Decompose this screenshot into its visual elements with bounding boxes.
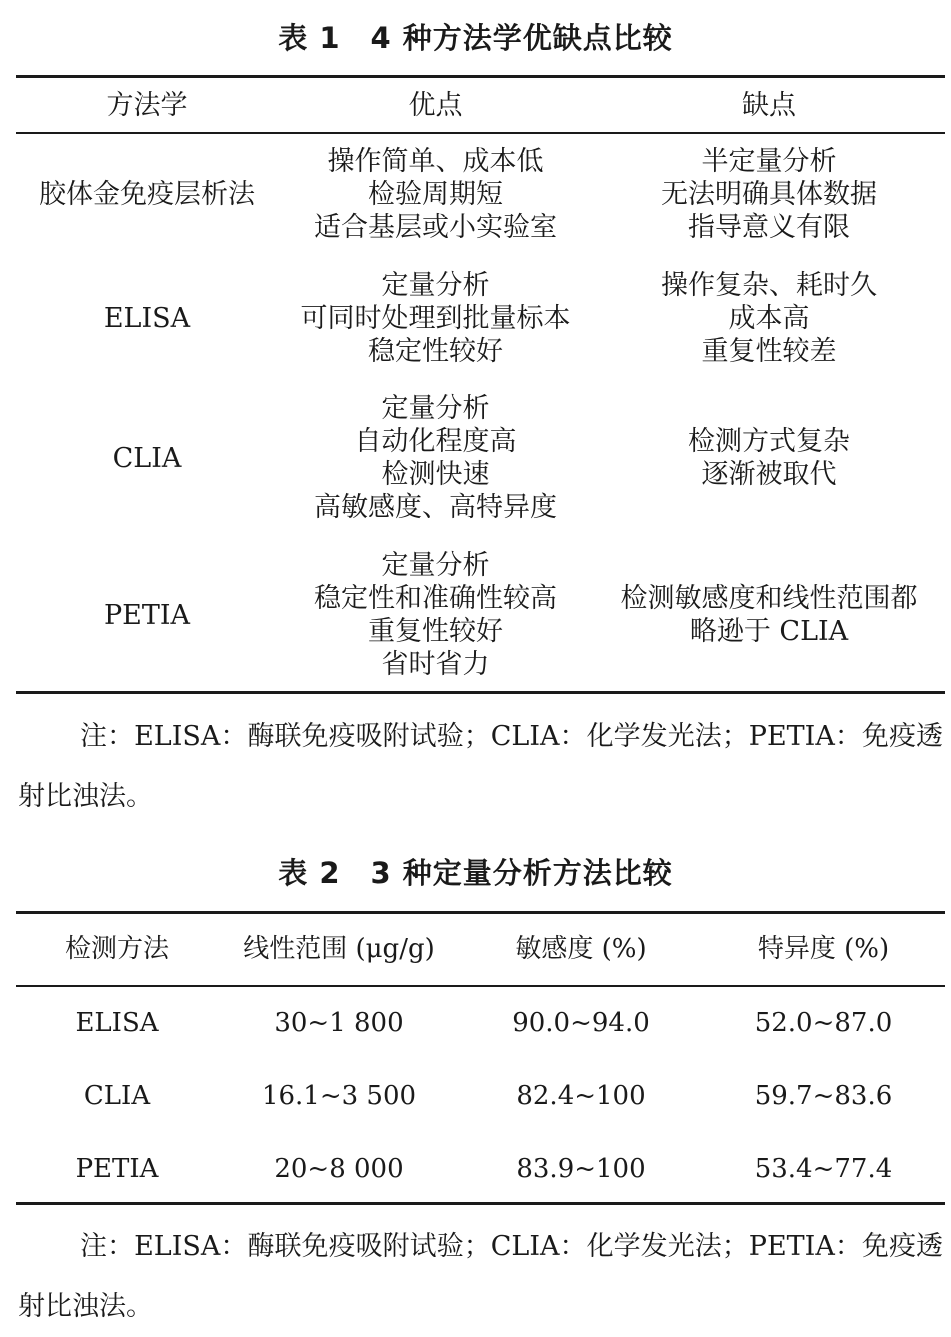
table1-row1-cons-2: 无法明确具体数据: [661, 179, 877, 210]
table2-header-specificity: 特异度 (%): [757, 934, 890, 964]
table2-header-rule: [16, 985, 945, 987]
table1-row2-pros-1: 定量分析: [381, 270, 490, 301]
table2-row3-specificity: 53.4~77.4: [754, 1154, 893, 1184]
table1-row1-pros: [278, 145, 593, 244]
table1-row4-cons-1: 检测敏感度和线性范围都: [620, 583, 918, 614]
table1-row2-pros-3: 稳定性较好: [368, 336, 503, 367]
table1-row3-cons-2: 逐渐被取代: [701, 459, 837, 490]
table1-header-pros: 优点: [408, 90, 463, 121]
table2-row2-range: 16.1~3 500: [261, 1081, 417, 1111]
table1-row3-pros-2: 自动化程度高: [354, 426, 517, 457]
table1-row4-method: PETIA: [103, 600, 191, 631]
table2-header-sensitivity: 敏感度 (%): [515, 934, 647, 964]
table1-row3-pros-4: 高敏感度、高特异度: [314, 492, 557, 523]
table2-row1-specificity: 52.0~87.0: [754, 1008, 893, 1038]
table1-top-rule: [16, 75, 945, 78]
table2-row1-range: 30~1 800: [274, 1008, 404, 1038]
table2-row1-sensitivity: 90.0~94.0: [512, 1008, 650, 1038]
table1-row3-pros: [278, 392, 593, 524]
table2-row1-method: ELISA: [75, 1008, 159, 1038]
table2-row2-specificity: 59.7~83.6: [754, 1081, 893, 1111]
table1-row4-pros-3: 重复性较好: [368, 616, 503, 647]
table2-top-rule: [16, 911, 945, 914]
table1-header-method: 方法学: [106, 90, 188, 121]
table2-note: 注：ELISA：酶联免疫吸附试验；CLIA：化学发光法；PETIA：免疫透射比浊法。: [18, 1231, 943, 1322]
table1-row2-cons: [593, 269, 945, 368]
table2-row3-sensitivity: 83.9~100: [516, 1154, 646, 1184]
table2-bottom-rule: [16, 1202, 945, 1205]
table1-row3-pros-1: 定量分析: [381, 393, 490, 424]
table2-row2-method: CLIA: [83, 1081, 151, 1111]
table2-header-method: 检测方法: [64, 934, 169, 964]
table1-bottom-rule: [16, 691, 945, 694]
table1-row2-pros-2: 可同时处理到批量标本: [300, 303, 571, 334]
table2-header-range: 线性范围 (μg/g): [243, 934, 435, 964]
table1-row2-pros: [278, 269, 593, 368]
table1-note: 注：ELISA：酶联免疫吸附试验；CLIA：化学发光法；PETIA：免疫透射比浊法。: [18, 721, 943, 812]
table2-row3-range: 20~8 000: [274, 1154, 404, 1184]
table1-caption: 表 1 4 种方法学优缺点比较: [278, 21, 673, 55]
table1-row2-cons-1: 操作复杂、耗时久: [661, 270, 877, 301]
table1-row1-pros-3: 适合基层或小实验室: [314, 212, 557, 243]
table1-row3-cons: [593, 425, 945, 491]
table2-row3-method: PETIA: [75, 1154, 159, 1184]
table1-row4-cons-2: 略逊于 CLIA: [689, 616, 849, 647]
table1-row3-cons-1: 检测方式复杂: [688, 426, 850, 457]
table1-header-cons: 缺点: [742, 90, 796, 121]
table1-row2-cons-3: 重复性较差: [701, 336, 837, 367]
table1-row4-pros: [278, 549, 593, 681]
table1-header-rule: [16, 132, 945, 134]
table1-row1-pros-1: 操作简单、成本低: [327, 146, 544, 177]
table1-row1-cons-3: 指导意义有限: [688, 212, 850, 243]
table1-row4-cons: [593, 582, 945, 648]
table1-row4-pros-1: 定量分析: [381, 550, 490, 581]
table1-row2-cons-2: 成本高: [728, 303, 810, 334]
table1-row1-cons-1: 半定量分析: [701, 146, 837, 177]
table1-row2-method: ELISA: [103, 303, 191, 334]
table2-caption: 表 2 3 种定量分析方法比较: [278, 856, 673, 890]
table1-row4-pros-4: 省时省力: [381, 649, 490, 680]
table1-row1-cons: [593, 145, 945, 244]
table2-row2-sensitivity: 82.4~100: [516, 1081, 646, 1111]
table1-row3-pros-3: 检测快速: [381, 459, 490, 490]
table1-row4-pros-2: 稳定性和准确性较高: [314, 583, 557, 614]
table1-row3-method: CLIA: [112, 443, 182, 474]
table1-row1-method: 胶体金免疫层析法: [39, 179, 255, 210]
table1-row1-pros-2: 检验周期短: [368, 179, 503, 210]
